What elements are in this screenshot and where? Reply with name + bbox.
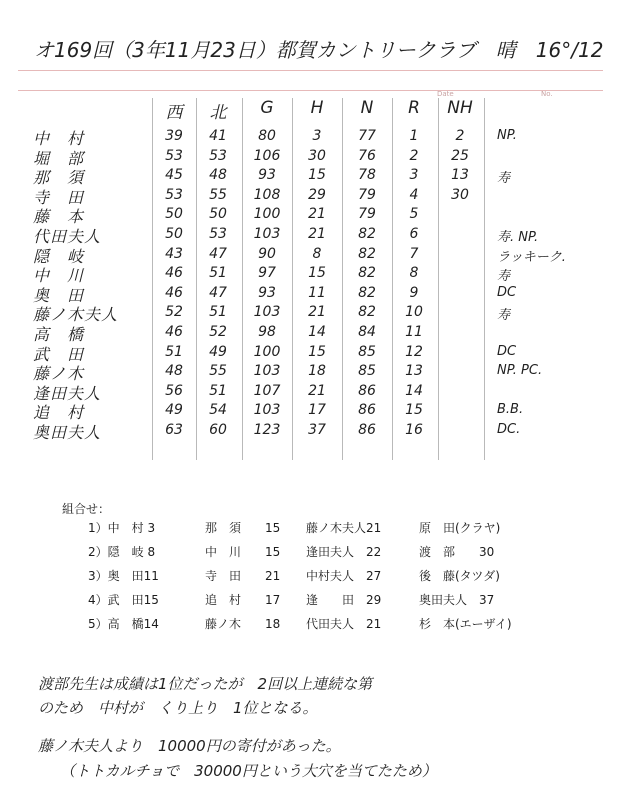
score-cell: 3 <box>312 128 322 144</box>
score-cell: 11 <box>308 285 326 301</box>
remark-line: 藤ノ木夫人より 10000円の寄付があった。 <box>38 737 341 755</box>
score-cell: 50 <box>209 206 227 222</box>
score-cell: 108 <box>253 187 281 203</box>
score-cell: 103 <box>253 226 281 242</box>
player-name: 逢田夫人 <box>33 384 102 403</box>
pairing-entry: 後 藤(タツダ) <box>419 569 500 583</box>
player-name: 那 須 <box>33 168 85 187</box>
score-cell: 47 <box>209 246 227 262</box>
pairing-entry: 中村夫人 27 <box>306 569 382 583</box>
score-cell: 21 <box>308 383 326 399</box>
player-name: 隠 岐 <box>33 247 85 266</box>
score-cell: 100 <box>253 206 281 222</box>
score-cell: 106 <box>253 148 281 164</box>
column-header: N <box>360 98 374 118</box>
player-name: 藤 本 <box>33 207 85 226</box>
score-cell: 18 <box>308 363 326 379</box>
remark-line: のため 中村が くり上り 1位となる。 <box>38 699 318 717</box>
pairing-entry: 2）隠 岐 8 <box>88 545 156 559</box>
score-cell: 2 <box>409 148 419 164</box>
score-cell: 14 <box>405 383 423 399</box>
score-cell: 17 <box>308 402 326 418</box>
score-cell: 77 <box>358 128 376 144</box>
score-cell: 46 <box>165 324 183 340</box>
pairing-entry: 逢 田 29 <box>306 593 382 607</box>
score-cell: 53 <box>165 187 183 203</box>
score-cell: 16 <box>405 422 423 438</box>
row-note: DC. <box>497 422 521 437</box>
player-name: 中 川 <box>33 266 85 285</box>
score-cell: 29 <box>308 187 326 203</box>
pairing-entry: 1）中 村 3 <box>88 521 156 535</box>
score-cell: 10 <box>405 304 423 320</box>
score-cell: 103 <box>253 402 281 418</box>
score-cell: 107 <box>253 383 281 399</box>
row-note: B.B. <box>497 402 524 417</box>
row-note: 寿 <box>497 308 511 323</box>
column-divider <box>438 98 439 460</box>
pairing-entry: 奥田夫人 37 <box>419 593 495 607</box>
player-name: 寺 田 <box>33 188 85 207</box>
pairing-entry: 原 田(クラヤ) <box>419 521 501 535</box>
no-label: No. <box>541 90 553 98</box>
pairing-entry: 寺 田 21 <box>205 569 281 583</box>
score-cell: 79 <box>358 206 376 222</box>
score-cell: 41 <box>209 128 227 144</box>
score-cell: 84 <box>358 324 376 340</box>
score-cell: 55 <box>209 363 227 379</box>
score-cell: 8 <box>312 246 322 262</box>
player-name: 中 村 <box>33 129 85 148</box>
player-name: 代田夫人 <box>33 227 102 246</box>
row-note: NP. <box>497 128 517 143</box>
score-cell: 15 <box>308 265 326 281</box>
score-cell: 43 <box>165 246 183 262</box>
score-cell: 97 <box>258 265 276 281</box>
pairing-entry: 4）武 田15 <box>88 593 159 607</box>
date-label: Date <box>437 90 454 98</box>
column-header: 北 <box>209 103 227 123</box>
score-cell: 39 <box>165 128 183 144</box>
player-name: 奥田夫人 <box>33 423 102 442</box>
score-cell: 93 <box>258 285 276 301</box>
score-cell: 6 <box>409 226 419 242</box>
player-name: 堀 部 <box>33 149 85 168</box>
score-cell: 46 <box>165 285 183 301</box>
score-cell: 7 <box>409 246 419 262</box>
score-cell: 15 <box>308 167 326 183</box>
row-note: DC <box>497 285 517 300</box>
score-cell: 49 <box>165 402 183 418</box>
score-cell: 76 <box>358 148 376 164</box>
player-name: 奥 田 <box>33 286 85 305</box>
score-cell: 47 <box>209 285 227 301</box>
player-name: 藤ノ木夫人 <box>33 305 119 324</box>
score-cell: 60 <box>209 422 227 438</box>
score-cell: 51 <box>209 265 227 281</box>
player-name: 追 村 <box>33 403 85 422</box>
row-note: 寿 <box>497 171 511 186</box>
header-rule <box>18 90 603 91</box>
score-cell: 21 <box>308 226 326 242</box>
score-cell: 51 <box>209 383 227 399</box>
score-cell: 49 <box>209 344 227 360</box>
score-cell: 52 <box>165 304 183 320</box>
score-cell: 85 <box>358 344 376 360</box>
score-cell: 21 <box>308 206 326 222</box>
player-name: 武 田 <box>33 345 85 364</box>
row-note: 寿 <box>497 269 511 284</box>
remark-line: （トトカルチョで 30000円という大穴を当てたため） <box>60 762 437 780</box>
score-cell: 25 <box>451 148 469 164</box>
score-cell: 8 <box>409 265 419 281</box>
score-cell: 3 <box>409 167 419 183</box>
remark-line: 渡部先生は成績は1位だったが 2回以上連続な第 <box>38 675 373 693</box>
score-cell: 86 <box>358 383 376 399</box>
column-header: H <box>310 98 324 118</box>
score-cell: 50 <box>165 206 183 222</box>
score-cell: 103 <box>253 304 281 320</box>
column-divider <box>484 98 485 460</box>
score-cell: 56 <box>165 383 183 399</box>
pairing-entry: 渡 部 30 <box>419 545 495 559</box>
score-cell: 30 <box>308 148 326 164</box>
score-cell: 11 <box>405 324 423 340</box>
pairing-entry: 逢田夫人 22 <box>306 545 382 559</box>
player-name: 藤ノ木 <box>33 364 85 383</box>
score-cell: 21 <box>308 304 326 320</box>
score-cell: 53 <box>209 226 227 242</box>
score-cell: 4 <box>409 187 419 203</box>
score-cell: 50 <box>165 226 183 242</box>
score-cell: 1 <box>409 128 419 144</box>
column-header: 西 <box>165 103 183 123</box>
row-note: DC <box>497 344 517 359</box>
score-cell: 48 <box>209 167 227 183</box>
score-cell: 9 <box>409 285 419 301</box>
column-header: NH <box>447 98 473 118</box>
score-cell: 52 <box>209 324 227 340</box>
row-note: ラッキーク. <box>497 250 566 265</box>
score-cell: 82 <box>358 285 376 301</box>
score-cell: 79 <box>358 187 376 203</box>
score-cell: 85 <box>358 363 376 379</box>
score-cell: 51 <box>209 304 227 320</box>
row-note: 寿. NP. <box>497 230 539 245</box>
score-cell: 30 <box>451 187 469 203</box>
column-header: G <box>260 98 274 118</box>
score-cell: 82 <box>358 226 376 242</box>
score-cell: 90 <box>258 246 276 262</box>
pairing-entry: 藤ノ木 18 <box>205 617 281 631</box>
score-cell: 53 <box>165 148 183 164</box>
pairing-entry: 3）奥 田11 <box>88 569 159 583</box>
pairing-entry: 杉 本(エーザイ) <box>419 617 512 631</box>
column-divider <box>152 98 153 460</box>
page-title: オ169回（3年11月23日）都賀カントリークラブ 晴 16°/12 <box>34 38 604 62</box>
combos-title: 組合せ： <box>62 502 111 516</box>
pairing-entry: 藤ノ木夫人21 <box>306 521 382 535</box>
score-cell: 103 <box>253 363 281 379</box>
score-cell: 51 <box>165 344 183 360</box>
score-cell: 54 <box>209 402 227 418</box>
column-divider <box>242 98 243 460</box>
column-divider <box>392 98 393 460</box>
score-cell: 13 <box>451 167 469 183</box>
score-cell: 45 <box>165 167 183 183</box>
pairing-entry: 那 須 15 <box>205 521 281 535</box>
column-divider <box>292 98 293 460</box>
score-cell: 100 <box>253 344 281 360</box>
player-name: 高 橋 <box>33 325 85 344</box>
score-cell: 123 <box>253 422 281 438</box>
score-cell: 86 <box>358 422 376 438</box>
pairing-entry: 中 川 15 <box>205 545 281 559</box>
pairing-entry: 5）高 橋14 <box>88 617 159 631</box>
score-cell: 63 <box>165 422 183 438</box>
row-note: NP. PC. <box>497 363 543 378</box>
score-cell: 13 <box>405 363 423 379</box>
score-cell: 15 <box>308 344 326 360</box>
column-divider <box>342 98 343 460</box>
score-cell: 15 <box>405 402 423 418</box>
score-cell: 98 <box>258 324 276 340</box>
column-divider <box>196 98 197 460</box>
score-cell: 14 <box>308 324 326 340</box>
score-cell: 53 <box>209 148 227 164</box>
score-cell: 80 <box>258 128 276 144</box>
score-cell: 86 <box>358 402 376 418</box>
score-cell: 82 <box>358 304 376 320</box>
score-cell: 55 <box>209 187 227 203</box>
score-cell: 37 <box>308 422 326 438</box>
score-cell: 82 <box>358 265 376 281</box>
score-cell: 82 <box>358 246 376 262</box>
score-cell: 12 <box>405 344 423 360</box>
pairing-entry: 追 村 17 <box>205 593 281 607</box>
score-cell: 46 <box>165 265 183 281</box>
column-header: R <box>408 98 420 118</box>
score-cell: 78 <box>358 167 376 183</box>
score-cell: 5 <box>409 206 419 222</box>
score-cell: 48 <box>165 363 183 379</box>
score-cell: 2 <box>455 128 465 144</box>
pairing-entry: 代田夫人 21 <box>306 617 382 631</box>
title-underline <box>18 70 603 71</box>
score-cell: 93 <box>258 167 276 183</box>
